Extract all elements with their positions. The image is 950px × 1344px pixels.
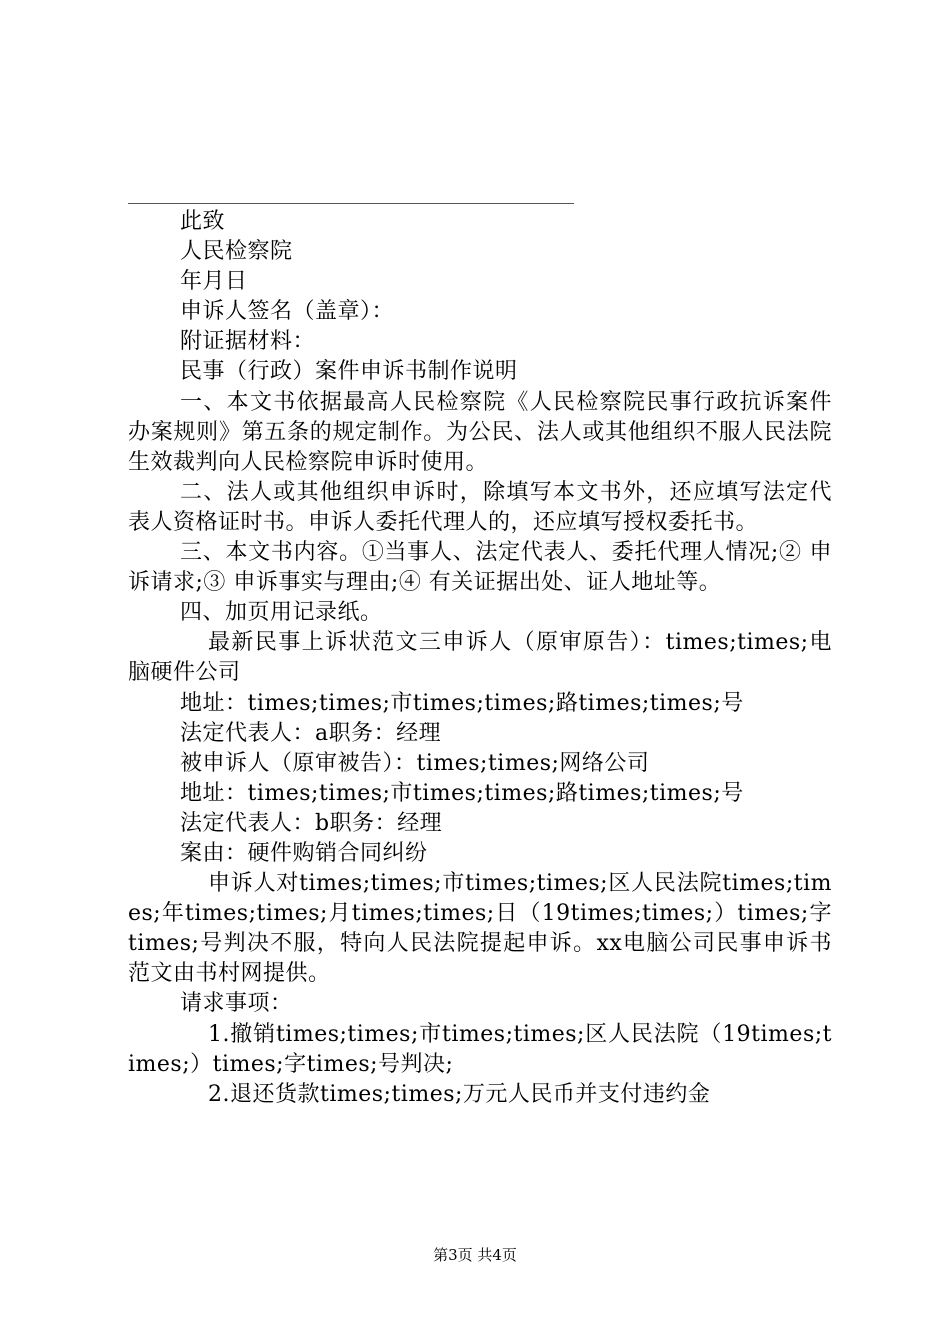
paragraph: 申诉人对times;times;市times;times;区人民法院times;times;年times;times;月times;times;日（19times;times;）times;字times;号判决不服，特向人民法院提起申诉。xx电脑公司民事申诉书范文由书村网提供。 — [128, 871, 832, 987]
section-title: 民事（行政）案件申诉书制作说明 — [180, 359, 518, 385]
paragraph: 法定代表人：a职务：经理 — [180, 720, 442, 746]
paragraph: 被申诉人（原审被告）：times;times;网络公司 — [180, 750, 650, 776]
signature-line: 申诉人签名（盖章）： — [180, 299, 395, 325]
paragraph: 法定代表人：b职务：经理 — [180, 810, 443, 836]
date-line: 年月日 — [180, 269, 248, 295]
list-item: 1.撤销times;times;市times;times;区人民法院（19times;times;）times;字times;号判决; — [128, 1021, 832, 1077]
paragraph: 请求事项： — [180, 991, 293, 1017]
paragraph: 二、法人或其他组织申诉时，除填写本文书外，还应填写法定代表人资格证时书。申诉人委托代理人的，还应填写授权委托书。 — [128, 479, 832, 535]
recipient: 人民检察院 — [180, 239, 293, 265]
paragraph: 案由：硬件购销合同纠纷 — [180, 840, 428, 866]
header-divider — [128, 203, 574, 204]
closing-salutation: 此致 — [180, 209, 226, 234]
page-footer: 第3页 共4页 — [433, 1246, 517, 1264]
paragraph: 三、本文书内容。①当事人、法定代表人、委托代理人情况;② 申诉请求;③ 申诉事实与理由;④ 有关证据出处、证人地址等。 — [128, 540, 832, 596]
paragraph: 四、加页用记录纸。 — [180, 600, 383, 626]
document-body — [128, 207, 832, 1110]
paragraph: 地址：times;times;市times;times;路times;times;号 — [180, 780, 744, 806]
paragraph: 最新民事上诉状范文三申诉人（原审原告）：times;times;电脑硬件公司 — [128, 630, 832, 686]
list-item: 2.退还货款times;times;万元人民币并支付违约金 — [208, 1081, 711, 1107]
attachments-line: 附证据材料： — [180, 329, 316, 355]
paragraph: 地址：times;times;市times;times;路times;times;号 — [180, 690, 744, 716]
paragraph: 一、本文书依据最高人民检察院《人民检察院民事行政抗诉案件办案规则》第五条的规定制作。为公民、法人或其他组织不服人民法院生效裁判向人民检察院申诉时使用。 — [128, 389, 832, 475]
